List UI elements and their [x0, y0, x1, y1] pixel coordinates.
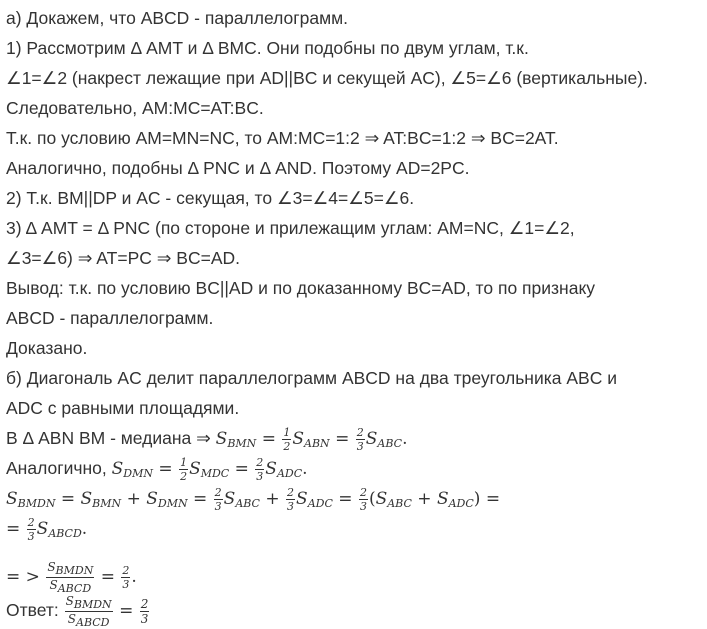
formula-answer: $\frac{\text{SBMDN}}{\text{SABCD}}$ = $\frac{2}{3}$ — [65, 594, 149, 629]
line-b-intro-cont: ADC с равными площадями. — [6, 398, 240, 418]
line-median — [6, 423, 707, 453]
line-ratio-result — [6, 559, 707, 593]
fraction-two-thirds: $\frac{2}{3}$ — [256, 456, 264, 483]
line-step-2: 2) Т.к. BM||DP и AC - секущая, то ∠3=∠4=∠5=∠6. — [6, 188, 415, 208]
line-proven: Доказано. — [6, 338, 88, 358]
fraction-half: $\frac{1}{2}$ — [180, 456, 188, 483]
fraction-half: $\frac{1}{2}$ — [283, 426, 291, 453]
line-step-3: 3) Δ AMT = Δ PNC (по стороне и прилежащим углам: AM=NC, ∠1=∠2, — [6, 218, 575, 238]
line-angles: ∠1=∠2 (накрест лежащие при AD||BC и секущей AC), ∠5=∠6 (вертикальные). — [6, 68, 648, 88]
fraction-area-ratio: $\frac{\text{SBMDN}}{\text{SABCD}}$ — [47, 560, 94, 595]
fraction-two-thirds: $\frac{2}{3}$ — [356, 426, 364, 453]
fraction-answer-value: $\frac{2}{3}$ — [140, 597, 149, 626]
formula-sum: $S_{BMDN} = S_{BMN} + S_{DMN}$ = $\frac{2}{3}$ $S_{ABC}$ + $\frac{2}{3}$ $S_{ADC}$ = $\frac{2}{3}$ $(S_{ABC} + S_{ADC})$ = — [6, 486, 501, 513]
line-similarly — [6, 453, 707, 483]
formula-ratio: = > $\frac{\text{SBMDN}}{\text{SABCD}}$ = $\frac{2}{3}$ . — [6, 560, 137, 595]
fraction-answer-ratio: $\frac{\text{SBMDN}}{\text{SABCD}}$ — [65, 594, 112, 629]
answer-label: Ответ: — [6, 600, 59, 620]
formula-similarly: $S_{DMN}$ = $\frac{1}{2}$ $S_{MDC}$ = $\frac{2}{3}$ $S_{ADC}$. — [111, 456, 308, 483]
line-answer — [6, 593, 707, 627]
line-conclusion-cont: ABCD - параллелограмм. — [6, 308, 214, 328]
line-condition: Т.к. по условию AM=MN=NC, то AM:MC=1:2 ⇒ AT:BC=1:2 ⇒ BC=2AT. — [6, 128, 559, 148]
line-b-intro: б) Диагональ AC делит параллелограмм ABCD на два треугольника ABC и — [6, 368, 618, 388]
similarly-text: Аналогично, — [6, 458, 107, 478]
line-ratio: Следовательно, AM:MC=AT:BC. — [6, 98, 264, 118]
line-conclusion: Вывод: т.к. по условию BC||AD и по доказанному BC=AD, то по признаку — [6, 278, 596, 298]
formula-median: $S_{BMN}$ = $\frac{1}{2}$ $S_{ABN}$ = $\frac{2}{3}$ $S_{ABC}$. — [215, 426, 408, 453]
line-similar: Аналогично, подобны Δ PNC и Δ AND. Поэтому AD=2PC. — [6, 158, 470, 178]
median-text: В Δ ABN BM - медиана ⇒ — [6, 428, 211, 448]
line-a-intro: а) Докажем, что ABCD - параллелограмм. — [6, 8, 349, 28]
line-step-3-cont: ∠3=∠6) ⇒ AT=PC ⇒ BC=AD. — [6, 248, 240, 268]
line-step-1: 1) Рассмотрим Δ AMT и Δ BMC. Они подобны по двум углам, т.к. — [6, 38, 529, 58]
line-sum-result — [6, 513, 707, 543]
formula-sum-result: = $\frac{2}{3}$ $S_{ABCD}$. — [6, 516, 88, 543]
line-sum-formula — [6, 483, 707, 513]
